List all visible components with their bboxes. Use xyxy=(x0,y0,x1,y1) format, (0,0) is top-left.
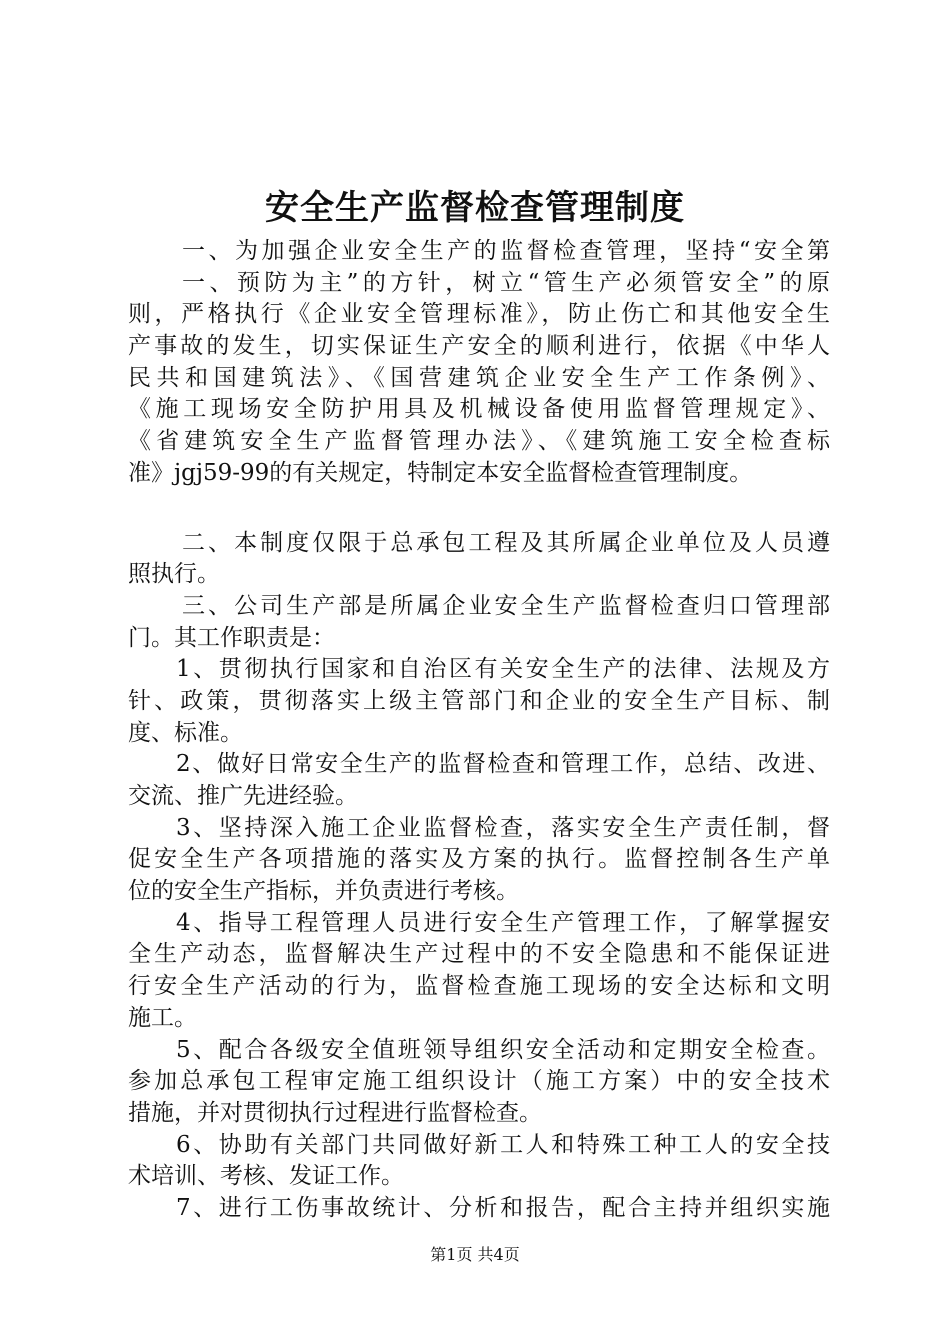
paragraph-line: 二、本制度仅限于总承包工程及其所属企业单位及人员遵 xyxy=(182,529,830,556)
paragraph-line: 促安全生产各项措施的落实及方案的执行。监督控制各生产单 xyxy=(128,846,830,873)
paragraph-line: 产事故的发生，切实保证生产安全的顺利进行，依据《中华人 xyxy=(128,333,830,360)
paragraph-line: 照执行。 xyxy=(128,561,220,588)
paragraph-line: 《省建筑安全生产监督管理办法》、《建筑施工安全检查标 xyxy=(128,428,830,455)
paragraph-line: 2、做好日常安全生产的监督检查和管理工作，总结、改进、 xyxy=(176,751,830,778)
paragraph-line: 施工。 xyxy=(128,1004,197,1031)
paragraph-gap xyxy=(128,490,830,528)
paragraph-line: 6、协助有关部门共同做好新工人和特殊工种工人的安全技 xyxy=(176,1131,830,1158)
document-body xyxy=(128,236,830,1225)
paragraph-line: 一、为加强企业安全生产的监督检查管理，坚持“安全第 xyxy=(182,238,830,264)
paragraph-line: 全生产动态，监督解决生产过程中的不安全隐患和不能保证进 xyxy=(128,941,830,968)
paragraph-line: 门。其工作职责是： xyxy=(128,624,335,651)
paragraph-line: 5、配合各级安全值班领导组织安全活动和定期安全检查。 xyxy=(176,1036,830,1063)
paragraph-line: 交流、推广先进经验。 xyxy=(128,783,358,809)
paragraph-line: 术培训、考核、发证工作。 xyxy=(128,1163,404,1190)
paragraph-line: 4、指导工程管理人员进行安全生产管理工作，了解掌握安 xyxy=(176,909,830,936)
paragraph-line: 则，严格执行《企业安全管理标准》，防止伤亡和其他安全生 xyxy=(128,301,830,328)
paragraph-line: 参加总承包工程审定施工组织设计（施工方案）中的安全技术 xyxy=(128,1068,830,1095)
paragraph-line: 7、进行工伤事故统计、分析和报告，配合主持并组织实施 xyxy=(176,1194,830,1221)
paragraph-line: 《施工现场安全防护用具及机械设备使用监督管理规定》、 xyxy=(128,396,830,423)
paragraph-line: 行安全生产活动的行为，监督检查施工现场的安全达标和文明 xyxy=(128,973,830,1000)
paragraph-line: 3、坚持深入施工企业监督检查，落实安全生产责任制，督 xyxy=(176,814,830,841)
paragraph-line: 准》jgj59-99的有关规定，特制定本安全监督检查管理制度。 xyxy=(128,459,753,486)
paragraph-line: 针、政策，贯彻落实上级主管部门和企业的安全生产目标、制 xyxy=(128,687,830,714)
paragraph-line: 措施，并对贯彻执行过程进行监督检查。 xyxy=(128,1099,542,1126)
paragraph-line: 一、预防为主”的方针，树立“管生产必须管安全”的原 xyxy=(182,269,830,296)
paragraph-line: 民共和国建筑法》、《国营建筑企业安全生产工作条例》、 xyxy=(128,364,830,391)
paragraph-line: 三、公司生产部是所属企业安全生产监督检查归口管理部 xyxy=(182,592,830,619)
document-title: 安全生产监督检查管理制度 xyxy=(265,188,685,228)
paragraph-line: 1、贯彻执行国家和自治区有关安全生产的法律、法规及方 xyxy=(176,656,830,683)
paragraph-line: 位的安全生产指标，并负责进行考核。 xyxy=(128,878,519,905)
paragraph-line: 度、标准。 xyxy=(128,719,243,746)
page-number-footer: 第1页 共4页 xyxy=(430,1245,520,1264)
